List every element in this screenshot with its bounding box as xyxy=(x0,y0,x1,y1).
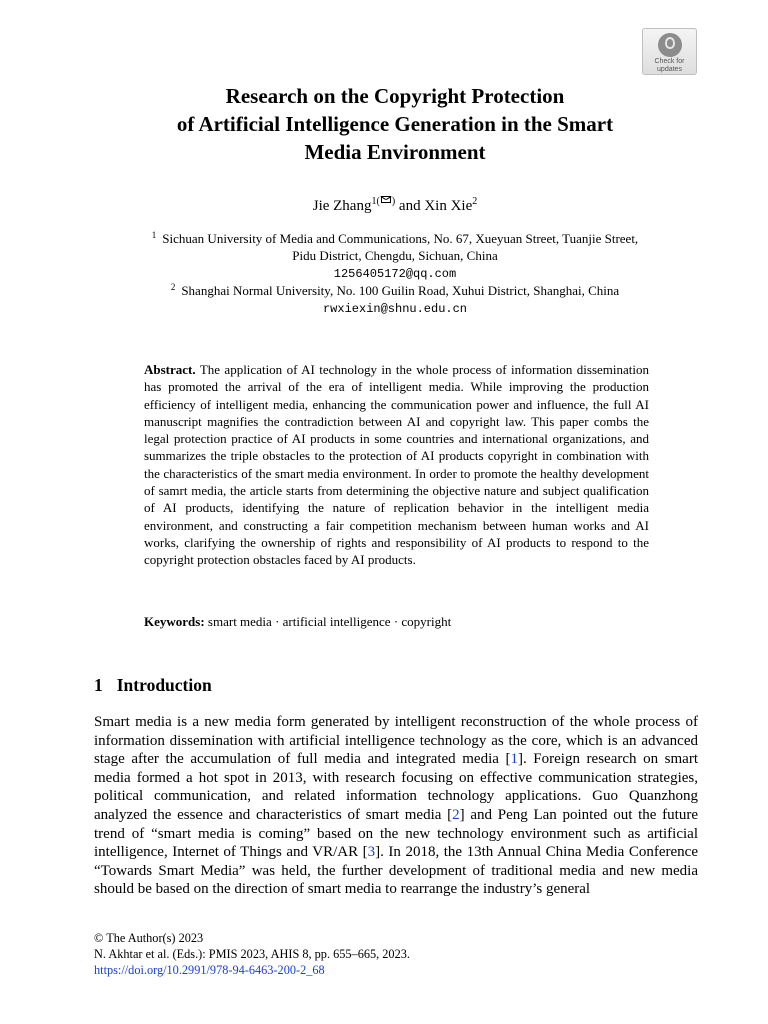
citation-link-3[interactable]: 3 xyxy=(367,844,376,861)
author-2-superscript: 2 xyxy=(472,196,478,207)
affiliation-2 xyxy=(90,282,700,318)
page-footer xyxy=(94,930,410,978)
citation-link-2[interactable]: 2 xyxy=(452,806,460,823)
author-separator: and xyxy=(395,198,425,214)
affiliation-1-line2: Pidu District, Chengdu, Sichuan, China xyxy=(292,248,498,263)
section-number: 1 xyxy=(94,675,103,695)
intro-text-part-2: ]. Foreign research on smart media formed a hot spot in 2013, with research focusing on effective communication strategies, political communication, and related information technology applications. Guo Quanzhong analyzed the essence and characteristics of smart media [ xyxy=(94,751,698,823)
affiliation-2-number: 2 xyxy=(170,282,176,292)
affiliation-1 xyxy=(90,230,700,283)
intro-text-part-4: ]. In 2018, the 13th Annual China Media Conference “Towards Smart Media” was held, the further development of traditional media and new media should be based on the direction of smart media to rearrange the industry’s general xyxy=(94,844,698,898)
introduction-paragraph xyxy=(94,713,698,899)
title-line-3: Media Environment xyxy=(304,140,486,164)
keywords-text: smart media · artificial intelligence · copyright xyxy=(207,614,452,629)
citation-info: N. Akhtar et al. (Eds.): PMIS 2023, AHIS 8, pp. 655–665, 2023. xyxy=(94,947,410,961)
author-line xyxy=(0,196,768,216)
paper-title xyxy=(100,82,690,166)
section-heading-introduction xyxy=(94,674,212,696)
intro-text-part-3: ] and Peng Lan pointed out the future trend of “smart media is coming” based on the new technology environment such as artificial intelligence, Internet of Things and VR/AR [ xyxy=(94,806,698,861)
keywords xyxy=(144,613,649,630)
affiliation-1-line1: Sichuan University of Media and Communications, No. 67, Xueyuan Street, Tuanjie Street, xyxy=(162,231,639,246)
abstract-text: The application of AI technology in the whole process of information dissemination has promoted the arrival of the era of intelligent media. While improving the production efficiency of intelligent media, enhancing the communication power and influence, the full AI manuscript magnifies the contradiction between AI and copyright law. This paper combs the legal protection practice of AI products in some countries and international organizations, and summarizes the triple obstacles to the protection of AI products copyright in combination with the characteristics of the smart media environment. In order to promote the healthy development of samrt media, the article starts from determining the objective nature and subject qualification of AI products, identifying the nature of replication behavior in the intelligent media environment, and constructing a fair competition mechanism between human works and AI works, clarifying the ownership of rights and responsibility of AI products to respond to the copyright protection obstacles faced by AI products. xyxy=(144,362,650,568)
section-title: Introduction xyxy=(116,675,212,695)
affiliation-1-email[interactable]: 1256405172@qq.com xyxy=(333,267,457,281)
envelope-icon xyxy=(381,196,391,203)
check-for-updates-badge[interactable] xyxy=(642,28,697,75)
affiliation-2-line1: Shanghai Normal University, No. 100 Guilin Road, Xuhui District, Shanghai, China xyxy=(181,283,620,298)
intro-text-part-1: Smart media is a new media form generated by intelligent reconstruction of the whole process of information dissemination with artificial intelligence technology as the core, which is an advanced stage after the accumulation of full media and integrated media [ xyxy=(94,714,698,768)
citation-link-1[interactable]: 1 xyxy=(510,751,518,768)
abstract-label: Abstract. xyxy=(144,362,196,377)
affiliation-1-number: 1 xyxy=(151,230,157,240)
copyright-notice: © The Author(s) 2023 xyxy=(94,931,204,945)
title-line-2: of Artificial Intelligence Generation in the Smart xyxy=(176,112,614,136)
title-line-1: Research on the Copyright Protection xyxy=(225,84,565,108)
author-2-name: Xin Xie xyxy=(424,198,473,214)
author-1-name: Jie Zhang xyxy=(312,198,372,214)
badge-label-line1: Check for xyxy=(654,58,685,65)
keywords-label: Keywords: xyxy=(144,614,205,629)
affiliation-2-email[interactable]: rwxiexin@shnu.edu.cn xyxy=(322,302,468,316)
author-1-superscript: 1( ) xyxy=(371,196,396,207)
doi-link[interactable]: https://doi.org/10.2991/978-94-6463-200-2_68 xyxy=(94,963,325,977)
check-for-updates-icon xyxy=(658,33,682,57)
badge-label-line2: updates xyxy=(657,65,682,73)
abstract xyxy=(144,361,649,569)
